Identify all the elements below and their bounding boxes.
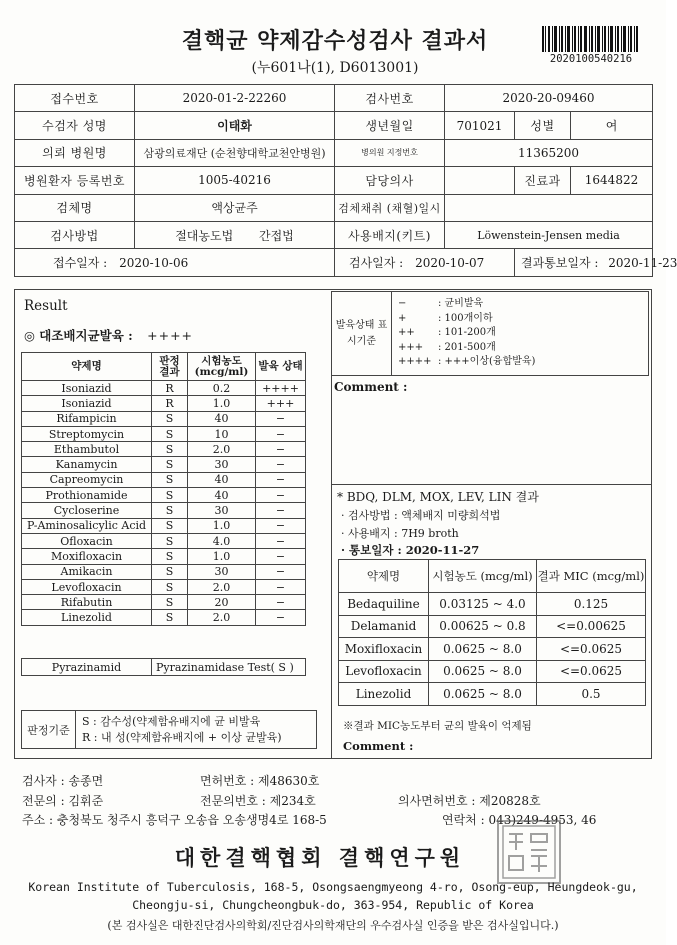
mic-result: <=0.0625 <box>537 638 646 661</box>
drug-name: Capreomycin <box>22 472 152 487</box>
method-indirect: 간접법 <box>259 228 294 243</box>
mic-test-range: 0.03125 ~ 4.0 <box>429 593 537 616</box>
collect-date <box>445 194 653 221</box>
judgement: S <box>152 457 188 472</box>
table-header-row <box>22 353 306 381</box>
patient-name: 이태화 <box>135 112 335 139</box>
test-concentration: 1.0 <box>188 549 256 564</box>
drug-name: Rifabutin <box>22 595 152 610</box>
contact: 연락처 : 043)249-4953, 46 <box>442 813 597 827</box>
test-concentration: 20 <box>188 595 256 610</box>
drug-name: Streptomycin <box>22 426 152 441</box>
reported-label: 결과통보일자 : <box>521 256 599 271</box>
drug-name: Rifampicin <box>22 411 152 426</box>
judgement: S <box>152 533 188 548</box>
judgement: S <box>152 564 188 579</box>
growth-status: − <box>256 610 306 625</box>
legend-symbol: − <box>398 298 407 310</box>
test-concentration: 2.0 <box>188 442 256 457</box>
drug-name: Moxifloxacin <box>22 549 152 564</box>
organization-english-2: Cheongju-si, Chungcheongbuk-do, 363-954, Republic of Korea <box>132 898 534 912</box>
reception-no-label: 접수번호 <box>15 85 135 112</box>
judgement: S <box>152 518 188 533</box>
table-row <box>22 549 306 564</box>
legend-symbol: ++++ <box>398 356 432 368</box>
examiner: 검사자 : 송종면 <box>22 774 104 788</box>
address: 주소 : 충청북도 청주시 흥덕구 오송읍 오송생명4로 168-5 <box>22 813 327 827</box>
growth-status: − <box>256 564 306 579</box>
specialist-no: 전문의번호 : 제234호 <box>200 794 316 808</box>
test-concentration: 2.0 <box>188 579 256 594</box>
comment-label: Comment : <box>334 380 408 394</box>
mic-test-range: 0.00625 ~ 0.8 <box>429 615 537 638</box>
table-row <box>22 533 306 548</box>
growth-status: − <box>256 488 306 503</box>
table-row <box>339 615 646 638</box>
test-concentration: 40 <box>188 411 256 426</box>
legend-items <box>392 292 649 376</box>
reported-date: 2020-11-23 <box>608 256 677 271</box>
table-row <box>339 638 646 661</box>
result-heading: Result <box>24 298 68 314</box>
dept-label: 진료과 <box>515 167 571 194</box>
growth-status: − <box>256 426 306 441</box>
info-row <box>15 112 653 139</box>
pyra-drug: Pyrazinamid <box>22 659 152 676</box>
patient-info-table <box>14 84 677 277</box>
certification-note: (본 검사실은 대한진단검사의학회/진단검사의학재단의 우수검사실 인증을 받은 검사실입니다.) <box>107 919 559 932</box>
tested-date: 2020-10-07 <box>415 256 485 271</box>
license-no: 면허번호 : 제48630호 <box>200 774 320 788</box>
drug-susceptibility-table <box>21 352 306 626</box>
legend-item <box>398 312 642 327</box>
info-row <box>15 194 653 221</box>
judgement: S <box>152 426 188 441</box>
mic-result: 0.5 <box>537 683 646 706</box>
info-row <box>15 139 653 166</box>
report-code: (누601나(1), D6013001) <box>251 60 419 76</box>
birth-date: 701021 <box>445 112 515 139</box>
drug-name: Ethambutol <box>22 442 152 457</box>
mic-drug-name: Bedaquiline <box>339 593 429 616</box>
judgement: S <box>152 549 188 564</box>
mic-col-drug: 약제명 <box>339 560 429 593</box>
table-row <box>22 711 317 749</box>
reception-no: 2020-01-2-22260 <box>135 85 335 112</box>
judgement: S <box>152 579 188 594</box>
table-row <box>22 426 306 441</box>
birth-label: 생년월일 <box>335 112 445 139</box>
table-row <box>22 457 306 472</box>
table-row <box>332 292 649 376</box>
mic-result: <=0.0625 <box>537 660 646 683</box>
info-row <box>15 85 653 112</box>
test-concentration: 30 <box>188 503 256 518</box>
growth-status: − <box>256 457 306 472</box>
judgement: R <box>152 396 188 411</box>
mic-drug-name: Levofloxacin <box>339 660 429 683</box>
drug-name: Levofloxacin <box>22 579 152 594</box>
hospital-code-label: 병의원 지정번호 <box>335 139 445 166</box>
received-cell <box>15 249 335 276</box>
organization-name: 대한결핵협회 결핵연구원 <box>174 845 466 870</box>
legend-label: 발육상태 표시기준 <box>332 292 392 376</box>
exam-no-label: 검사번호 <box>335 85 445 112</box>
specimen-label: 검체명 <box>15 194 135 221</box>
specimen: 액상균주 <box>135 194 335 221</box>
mic-drug-name: Linezolid <box>339 683 429 706</box>
info-row <box>15 221 653 248</box>
control-colony-value: ++++ <box>147 328 194 343</box>
patient-name-label: 수검자 성명 <box>15 112 135 139</box>
test-concentration: 10 <box>188 426 256 441</box>
criteria-table <box>21 710 317 749</box>
medium-label: 사용배지(키트) <box>335 221 445 248</box>
barcode-bars <box>542 26 638 52</box>
doctor <box>445 167 515 194</box>
table-row <box>22 488 306 503</box>
received-label: 접수일자 : <box>53 256 108 271</box>
legend-item <box>398 297 642 312</box>
method-label: 검사방법 <box>15 221 135 248</box>
mic-col-result: 결과 MIC (mcg/ml) <box>537 560 646 593</box>
table-row <box>22 503 306 518</box>
judgement: S <box>152 503 188 518</box>
mic-note: ※결과 MIC농도부터 균의 발육이 억제됨 <box>343 720 532 732</box>
criteria-text <box>76 711 317 749</box>
doctor-license-no: 의사면허번호 : 제20828호 <box>398 794 541 808</box>
method: 절대농도법 <box>175 228 234 243</box>
judgement: S <box>152 595 188 610</box>
growth-status: − <box>256 579 306 594</box>
pyrazinamide-table <box>21 658 306 676</box>
mic-test-range: 0.0625 ~ 8.0 <box>429 638 537 661</box>
judgement: R <box>152 381 188 396</box>
test-concentration: 4.0 <box>188 533 256 548</box>
drug-name: Prothionamide <box>22 488 152 503</box>
section-divider <box>331 484 651 485</box>
test-concentration: 30 <box>188 457 256 472</box>
mic-drug-name: Moxifloxacin <box>339 638 429 661</box>
col-judge: 판정 결과 <box>152 353 188 381</box>
reg-no-label: 병원환자 등록번호 <box>15 167 135 194</box>
control-colony <box>24 326 193 344</box>
table-row <box>22 610 306 625</box>
mic-test-range: 0.0625 ~ 8.0 <box>429 660 537 683</box>
test-concentration: 40 <box>188 472 256 487</box>
mic-result: <=0.00625 <box>537 615 646 638</box>
growth-status: − <box>256 533 306 548</box>
table-header-row <box>339 560 646 593</box>
legend-description: : +++이상(융합발육) <box>438 356 536 368</box>
control-colony-label: ◎ 대조배지균발육 : <box>24 328 133 343</box>
criteria-s: S : 감수성(약제함유배지에 균 비발육 <box>82 714 261 728</box>
legend-symbol: +++ <box>398 341 424 353</box>
test-concentration: 2.0 <box>188 610 256 625</box>
report-title: 결핵균 약제감수성검사 결과서 <box>181 28 489 54</box>
growth-status: − <box>256 411 306 426</box>
test-concentration: 0.2 <box>188 381 256 396</box>
drug-name: Isoniazid <box>22 381 152 396</box>
hospital-code: 11365200 <box>445 139 653 166</box>
growth-legend <box>331 291 649 376</box>
table-row <box>22 472 306 487</box>
sex-label: 성별 <box>515 112 571 139</box>
collect-label: 검체채취 (채혈)일시 <box>335 194 445 221</box>
table-row <box>22 518 306 533</box>
mic-comment-label: Comment : <box>343 739 414 753</box>
growth-status: − <box>256 518 306 533</box>
received-date: 2020-10-06 <box>119 256 189 271</box>
legend-item <box>398 326 642 341</box>
mic-medium: · 사용배지 : 7H9 broth <box>341 527 459 540</box>
table-row <box>339 660 646 683</box>
method-cell <box>135 221 335 248</box>
table-row <box>22 595 306 610</box>
drug-name: Kanamycin <box>22 457 152 472</box>
judgement: S <box>152 411 188 426</box>
hospital-name: 삼광의료재단 (순천향대학교천안병원) <box>135 139 335 166</box>
legend-item <box>398 341 642 356</box>
hospital-label: 의뢰 병원명 <box>15 139 135 166</box>
table-row <box>22 579 306 594</box>
drug-name: Amikacin <box>22 564 152 579</box>
barcode-number: 2020100540216 <box>549 53 633 65</box>
drug-name: Cycloserine <box>22 503 152 518</box>
test-concentration: 1.0 <box>188 396 256 411</box>
judgement: S <box>152 610 188 625</box>
judgement: S <box>152 442 188 457</box>
legend-symbol: + <box>398 312 407 324</box>
drug-name: P-Aminosalicylic Acid <box>22 518 152 533</box>
drug-name: Ofloxacin <box>22 533 152 548</box>
criteria-r: R : 내 성(약제함유배지에 + 이상 균발육) <box>82 730 282 744</box>
barcode <box>542 26 638 52</box>
legend-symbol: ++ <box>398 327 415 339</box>
col-growth: 발육 상태 <box>256 353 306 381</box>
table-row <box>22 659 306 676</box>
mic-test-range: 0.0625 ~ 8.0 <box>429 683 537 706</box>
mic-result: 0.125 <box>537 593 646 616</box>
dept: 1644822 <box>571 167 653 194</box>
info-row <box>15 167 653 194</box>
test-concentration: 40 <box>188 488 256 503</box>
legend-item <box>398 355 642 370</box>
pyra-result: Pyrazinamidase Test( S ) <box>152 659 306 676</box>
legend-description: : 균비발육 <box>438 298 484 310</box>
legend-description: : 100개이하 <box>438 312 493 324</box>
drug-table-body <box>22 381 306 626</box>
table-row <box>339 683 646 706</box>
specialist: 전문의 : 김휘준 <box>22 794 104 808</box>
medium: Löwenstein-Jensen media <box>445 221 653 248</box>
test-concentration: 30 <box>188 564 256 579</box>
legend-description: : 101-200개 <box>438 327 496 339</box>
mic-method: · 검사방법 : 액체배지 미량희석법 <box>341 509 501 522</box>
growth-status: − <box>256 442 306 457</box>
reported-cell <box>515 249 677 276</box>
doctor-label: 담당의사 <box>335 167 445 194</box>
growth-status: − <box>256 503 306 518</box>
growth-status: − <box>256 472 306 487</box>
col-conc: 시험농도 (mcg/ml) <box>188 353 256 381</box>
tested-label: 검사일자 : <box>349 256 404 271</box>
table-row <box>22 564 306 579</box>
growth-status: +++ <box>256 396 306 411</box>
col-drug: 약제명 <box>22 353 152 381</box>
table-row <box>22 381 306 396</box>
mic-table-body <box>339 593 646 706</box>
drug-name: Isoniazid <box>22 396 152 411</box>
table-row <box>22 411 306 426</box>
tested-cell <box>335 249 515 276</box>
exam-no: 2020-20-09460 <box>445 85 653 112</box>
date-row <box>15 249 653 276</box>
mic-table <box>338 559 646 706</box>
judgement: S <box>152 488 188 503</box>
growth-status: − <box>256 549 306 564</box>
mic-col-range: 시험농도 (mcg/ml) <box>429 560 537 593</box>
mic-drug-name: Delamanid <box>339 615 429 638</box>
growth-status: ++++ <box>256 381 306 396</box>
criteria-label: 판정기준 <box>22 711 76 749</box>
legend-description: : 201-500개 <box>438 341 496 353</box>
table-row <box>22 442 306 457</box>
judgement: S <box>152 472 188 487</box>
mic-report-date: · 통보일자 : 2020-11-27 <box>341 543 480 557</box>
mic-heading: * BDQ, DLM, MOX, LEV, LIN 결과 <box>337 490 539 504</box>
growth-status: − <box>256 595 306 610</box>
table-row <box>339 593 646 616</box>
sex: 여 <box>571 112 653 139</box>
table-row <box>22 396 306 411</box>
test-concentration: 1.0 <box>188 518 256 533</box>
organization-english-1: Korean Institute of Tuberculosis, 168-5, Osongsaengmyeong 4-ro, Osong-eup, Heungdeok-gu, <box>28 880 638 894</box>
drug-name: Linezolid <box>22 610 152 625</box>
reg-no: 1005-40216 <box>135 167 335 194</box>
